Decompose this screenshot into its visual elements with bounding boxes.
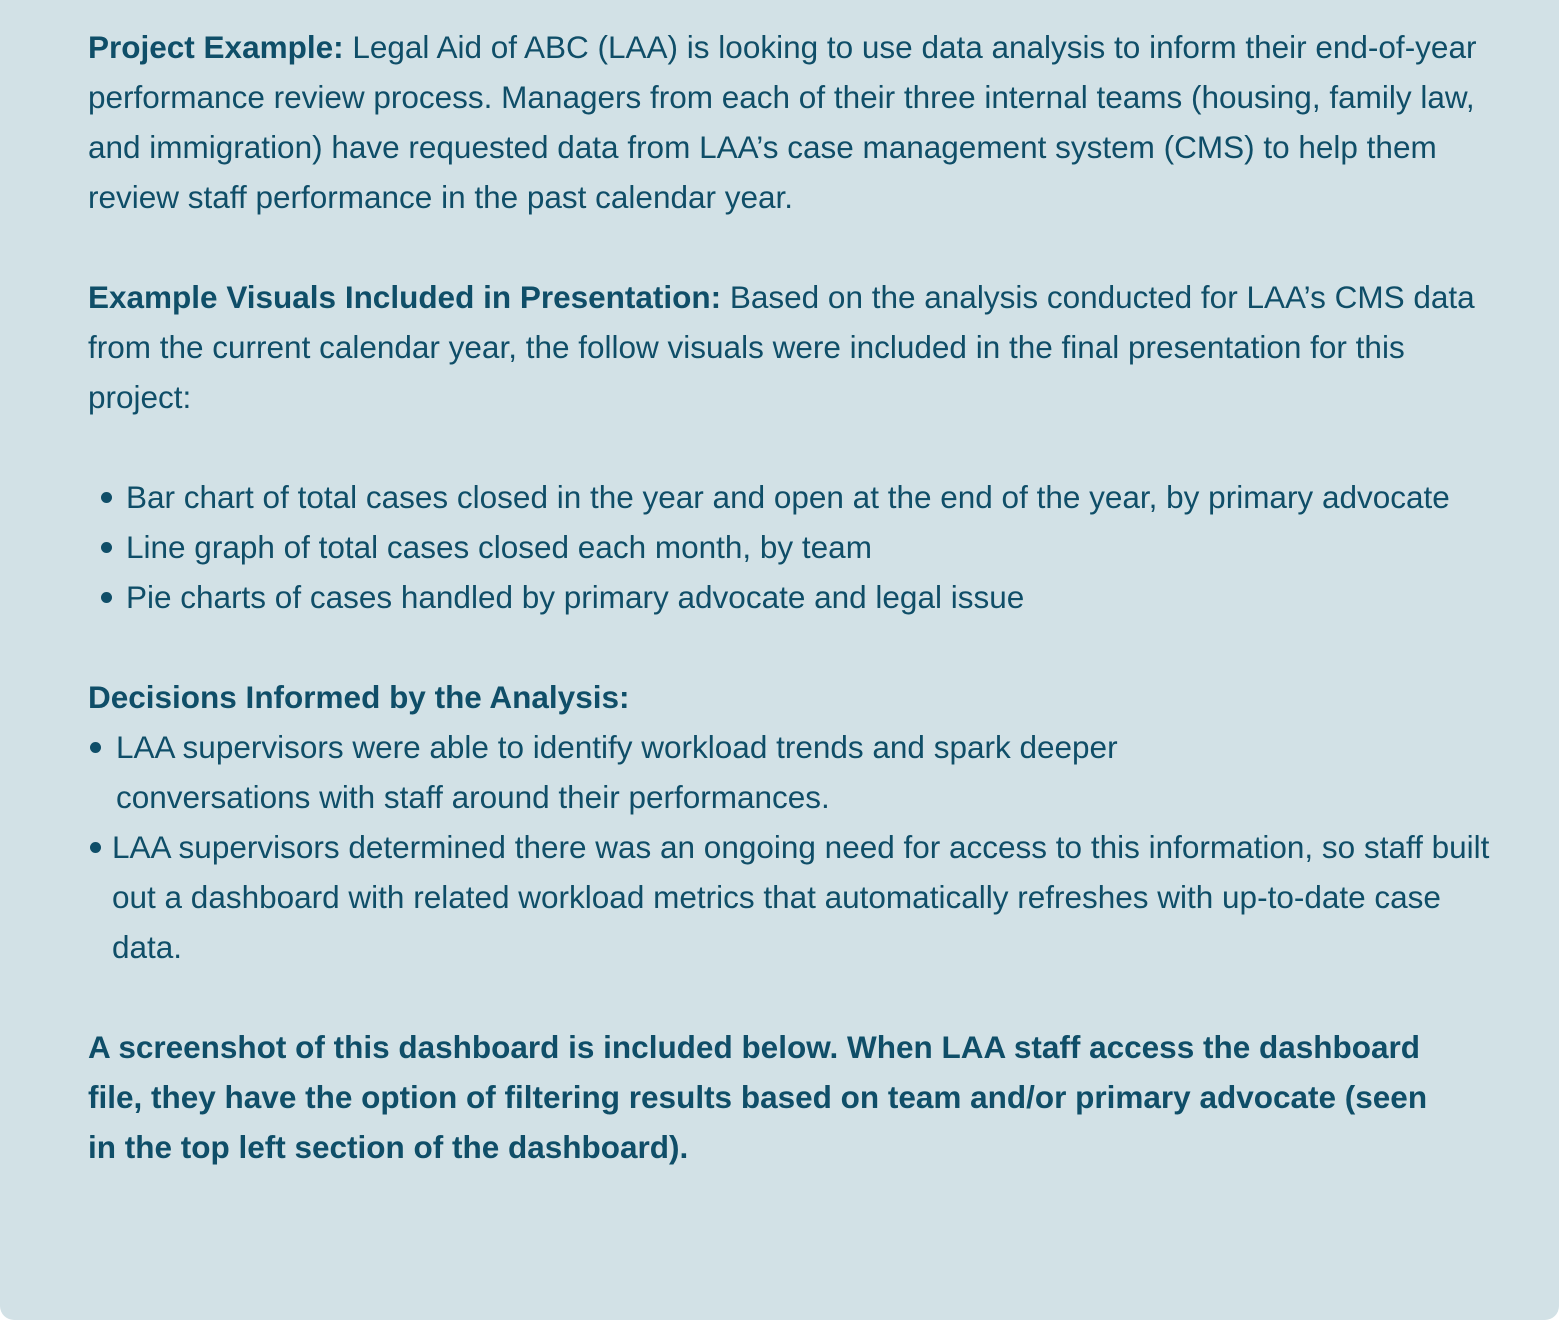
- project-example-paragraph: [88, 22, 1488, 222]
- visuals-paragraph: [88, 272, 1508, 422]
- list-item: LAA supervisors determined there was an ongoing need for access to this information, so staff built out a dashboard with related workload metrics that automatically refreshes with up-to-date case data.: [88, 822, 1512, 972]
- list-item: Line graph of total cases closed each month, by team: [88, 522, 1508, 572]
- visuals-list: [88, 472, 1508, 622]
- spacer: [88, 972, 1519, 1022]
- list-item: LAA supervisors were able to identify workload trends and spark deeper conversations with staff around their performances.: [88, 722, 1296, 822]
- spacer: [88, 622, 1519, 672]
- spacer: [88, 222, 1519, 272]
- project-example-text: Legal Aid of ABC (LAA) is looking to use data analysis to inform their end-of-year performance review process. Managers from each of their three internal teams (housing, family law, and immigration) have requested data from LAA’s case management system (CMS) to help them review staff performance in the past calendar year.: [88, 29, 1477, 215]
- list-item: Bar chart of total cases closed in the year and open at the end of the year, by primary advocate: [88, 472, 1508, 522]
- spacer: [88, 422, 1519, 472]
- visuals-text: Based on the analysis conducted for LAA’s CMS data from the current calendar year, the follow visuals were included in the final presentation for this project:: [88, 279, 1475, 415]
- project-example-label: Project Example:: [88, 29, 344, 65]
- decisions-heading: Decisions Informed by the Analysis:: [88, 679, 630, 715]
- decisions-list: [88, 722, 1519, 972]
- visuals-label: Example Visuals Included in Presentation:: [88, 279, 722, 315]
- closing-paragraph: A screenshot of this dashboard is included below. When LAA staff access the dashboard file, they have the option of filtering results based on team and/or primary advocate (seen in the top left section of the dashboard).: [88, 1029, 1428, 1165]
- list-item: Pie charts of cases handled by primary advocate and legal issue: [88, 572, 1508, 622]
